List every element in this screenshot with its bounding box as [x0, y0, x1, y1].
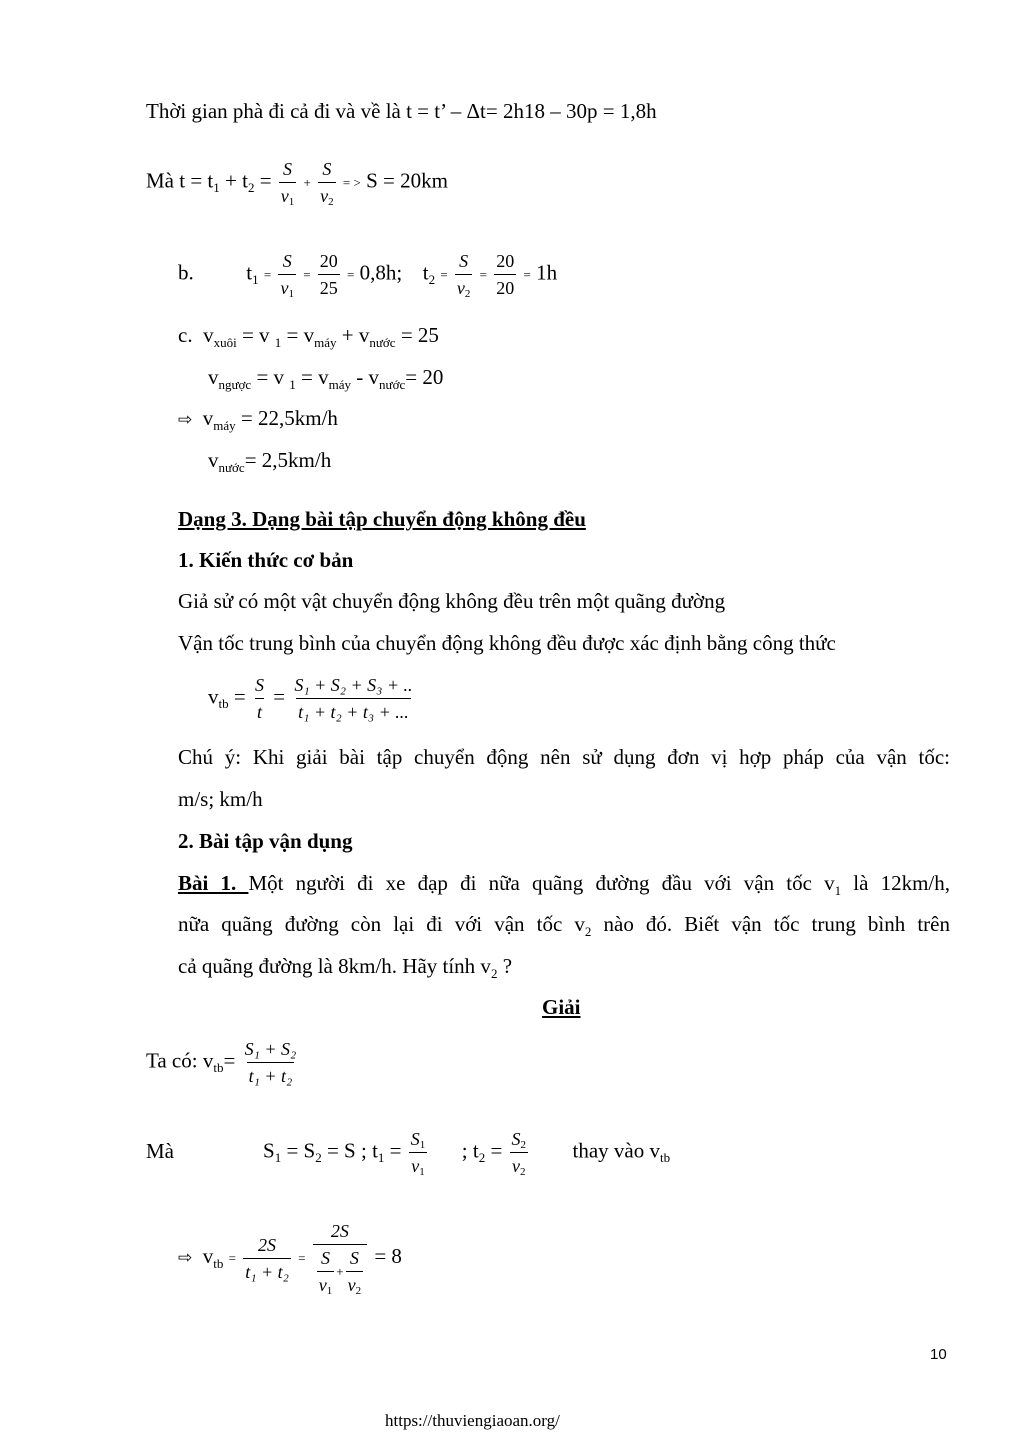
- fraction: $\frac{S}{t}$: [254, 675, 264, 722]
- heading: 1. Kiến thức cơ bản: [178, 548, 354, 572]
- formula-line: $S_1 = S_2 = S$ ; $t_1$ = $\frac{S1}{v1}$ ; $t_2$ = $\frac{S2}{v2}$ thay vào $v_{tb}$: [263, 1129, 671, 1178]
- fraction: $\frac{S1}{v1}$: [410, 1129, 426, 1178]
- fraction: $\frac{S}{v2}$: [456, 251, 471, 300]
- formula-line: $v_{ngược} = v$ $_1 = v_{máy} - v_{nước}= 20$: [208, 365, 444, 392]
- fraction: $\frac{S}{v2}$: [347, 1248, 362, 1297]
- paragraph: Vận tốc trung bình của chuyển động không đều được xác định bằng công thức: [178, 631, 836, 655]
- text-line: Thời gian phà đi cả đi và về là t = t’ – Δt= 2h18 – 30p = 1,8h: [146, 99, 657, 123]
- formula-line: Mà $t = t_1 + t_2$ = $\frac{S}{v1}$ + $\frac{S}{v2}$ = > S = 20km: [146, 159, 448, 208]
- formula-line: $v_{nước}= 2,5km/h$: [208, 448, 332, 475]
- problem-text: cả quãng đường là 8km/h. Hãy tính $v_2$ ?: [178, 954, 513, 981]
- solution-heading: Giải: [542, 995, 581, 1019]
- fraction: $\frac{S2}{v2}$: [511, 1129, 527, 1178]
- fraction: 2S $\frac{S}{v1}$ + $\frac{S}{v2}$: [313, 1222, 367, 1294]
- fraction: $\frac{20}{20}$: [496, 251, 515, 298]
- paragraph: Chú ý: Khi giải bài tập chuyển động nên sử dụng đơn vị hợp pháp của vận tốc:: [178, 745, 950, 769]
- text-line: Mà: [146, 1139, 174, 1163]
- arrow-icon: ⇨: [178, 1247, 193, 1268]
- formula-line: c. $v_{xuôi} = v$ $_1 = v_{máy} + v_{nước} = 25$: [178, 323, 439, 350]
- arrow-icon: ⇨: [178, 410, 193, 430]
- fraction: $\frac{2S}{\text{t₁ + t₂}}$: [245, 1234, 289, 1282]
- paragraph: m/s; km/h: [178, 787, 263, 811]
- fraction: $\frac{20}{25}$: [319, 251, 338, 298]
- formula-line: b. $t_1$ = $\frac{S}{v1}$ = $\frac{20}{25}$ = 0,8h; $t_2$ = $\frac{S}{v2}$ = $\frac{20}{20}$ = 1h: [178, 251, 558, 300]
- fraction: $\frac{S}{v1}$: [318, 1248, 333, 1297]
- fraction: $\frac{S}{v1}$: [280, 159, 295, 208]
- fraction: $\frac{S}{v1}$: [280, 251, 294, 300]
- fraction: $\frac{\text{S₁ + S₂}}{\text{t₁ + t₂}}$: [244, 1039, 297, 1086]
- paragraph: Giả sử có một vật chuyển động không đều trên một quãng đường: [178, 589, 726, 613]
- section-title: Dạng 3. Dạng bài tập chuyển động không đều: [178, 507, 586, 531]
- formula-line: ⇨ $v_{máy} = 22,5km/h$: [178, 406, 338, 433]
- footer-url[interactable]: https://thuviengiaoan.org/: [385, 1411, 560, 1430]
- problem-text: nữa quãng đường còn lại đi với vận tốc $v_2$ nào đó. Biết vận tốc trung bình trên: [178, 912, 950, 939]
- formula-line: ⇨ $v_{tb}$ = $\frac{2S}{\text{t₁ + t₂}}$ = 2S $\frac{S}{v1}$ + $\frac{S}{v2}$ = 8: [178, 1221, 402, 1297]
- page-number: 10: [930, 1346, 947, 1363]
- fraction: $\frac{S}{v2}$: [320, 159, 334, 208]
- heading: 2. Bài tập vận dụng: [178, 829, 353, 853]
- formula-line: Ta có: $v_{tb}=$ $\frac{\text{S₁ + S₂}}{\text{t₁ + t₂}}$: [146, 1039, 297, 1086]
- problem-text: Bài 1. Một người đi xe đạp đi nữa quãng đường đầu với vận tốc $v_1$ là 12km/h,: [178, 871, 950, 898]
- fraction: $\frac{\text{S₁ + S₂ + S₃ + ..}}{\text{t₁ + t₂ + t₃ + ...}}$: [294, 675, 413, 722]
- formula-line: $v_{tb}$ = $\frac{S}{t}$ = $\frac{\text{S₁ + S₂ + S₃ + ..}}{\text{t₁ + t₂ + t₃ + ...}}$: [208, 675, 413, 722]
